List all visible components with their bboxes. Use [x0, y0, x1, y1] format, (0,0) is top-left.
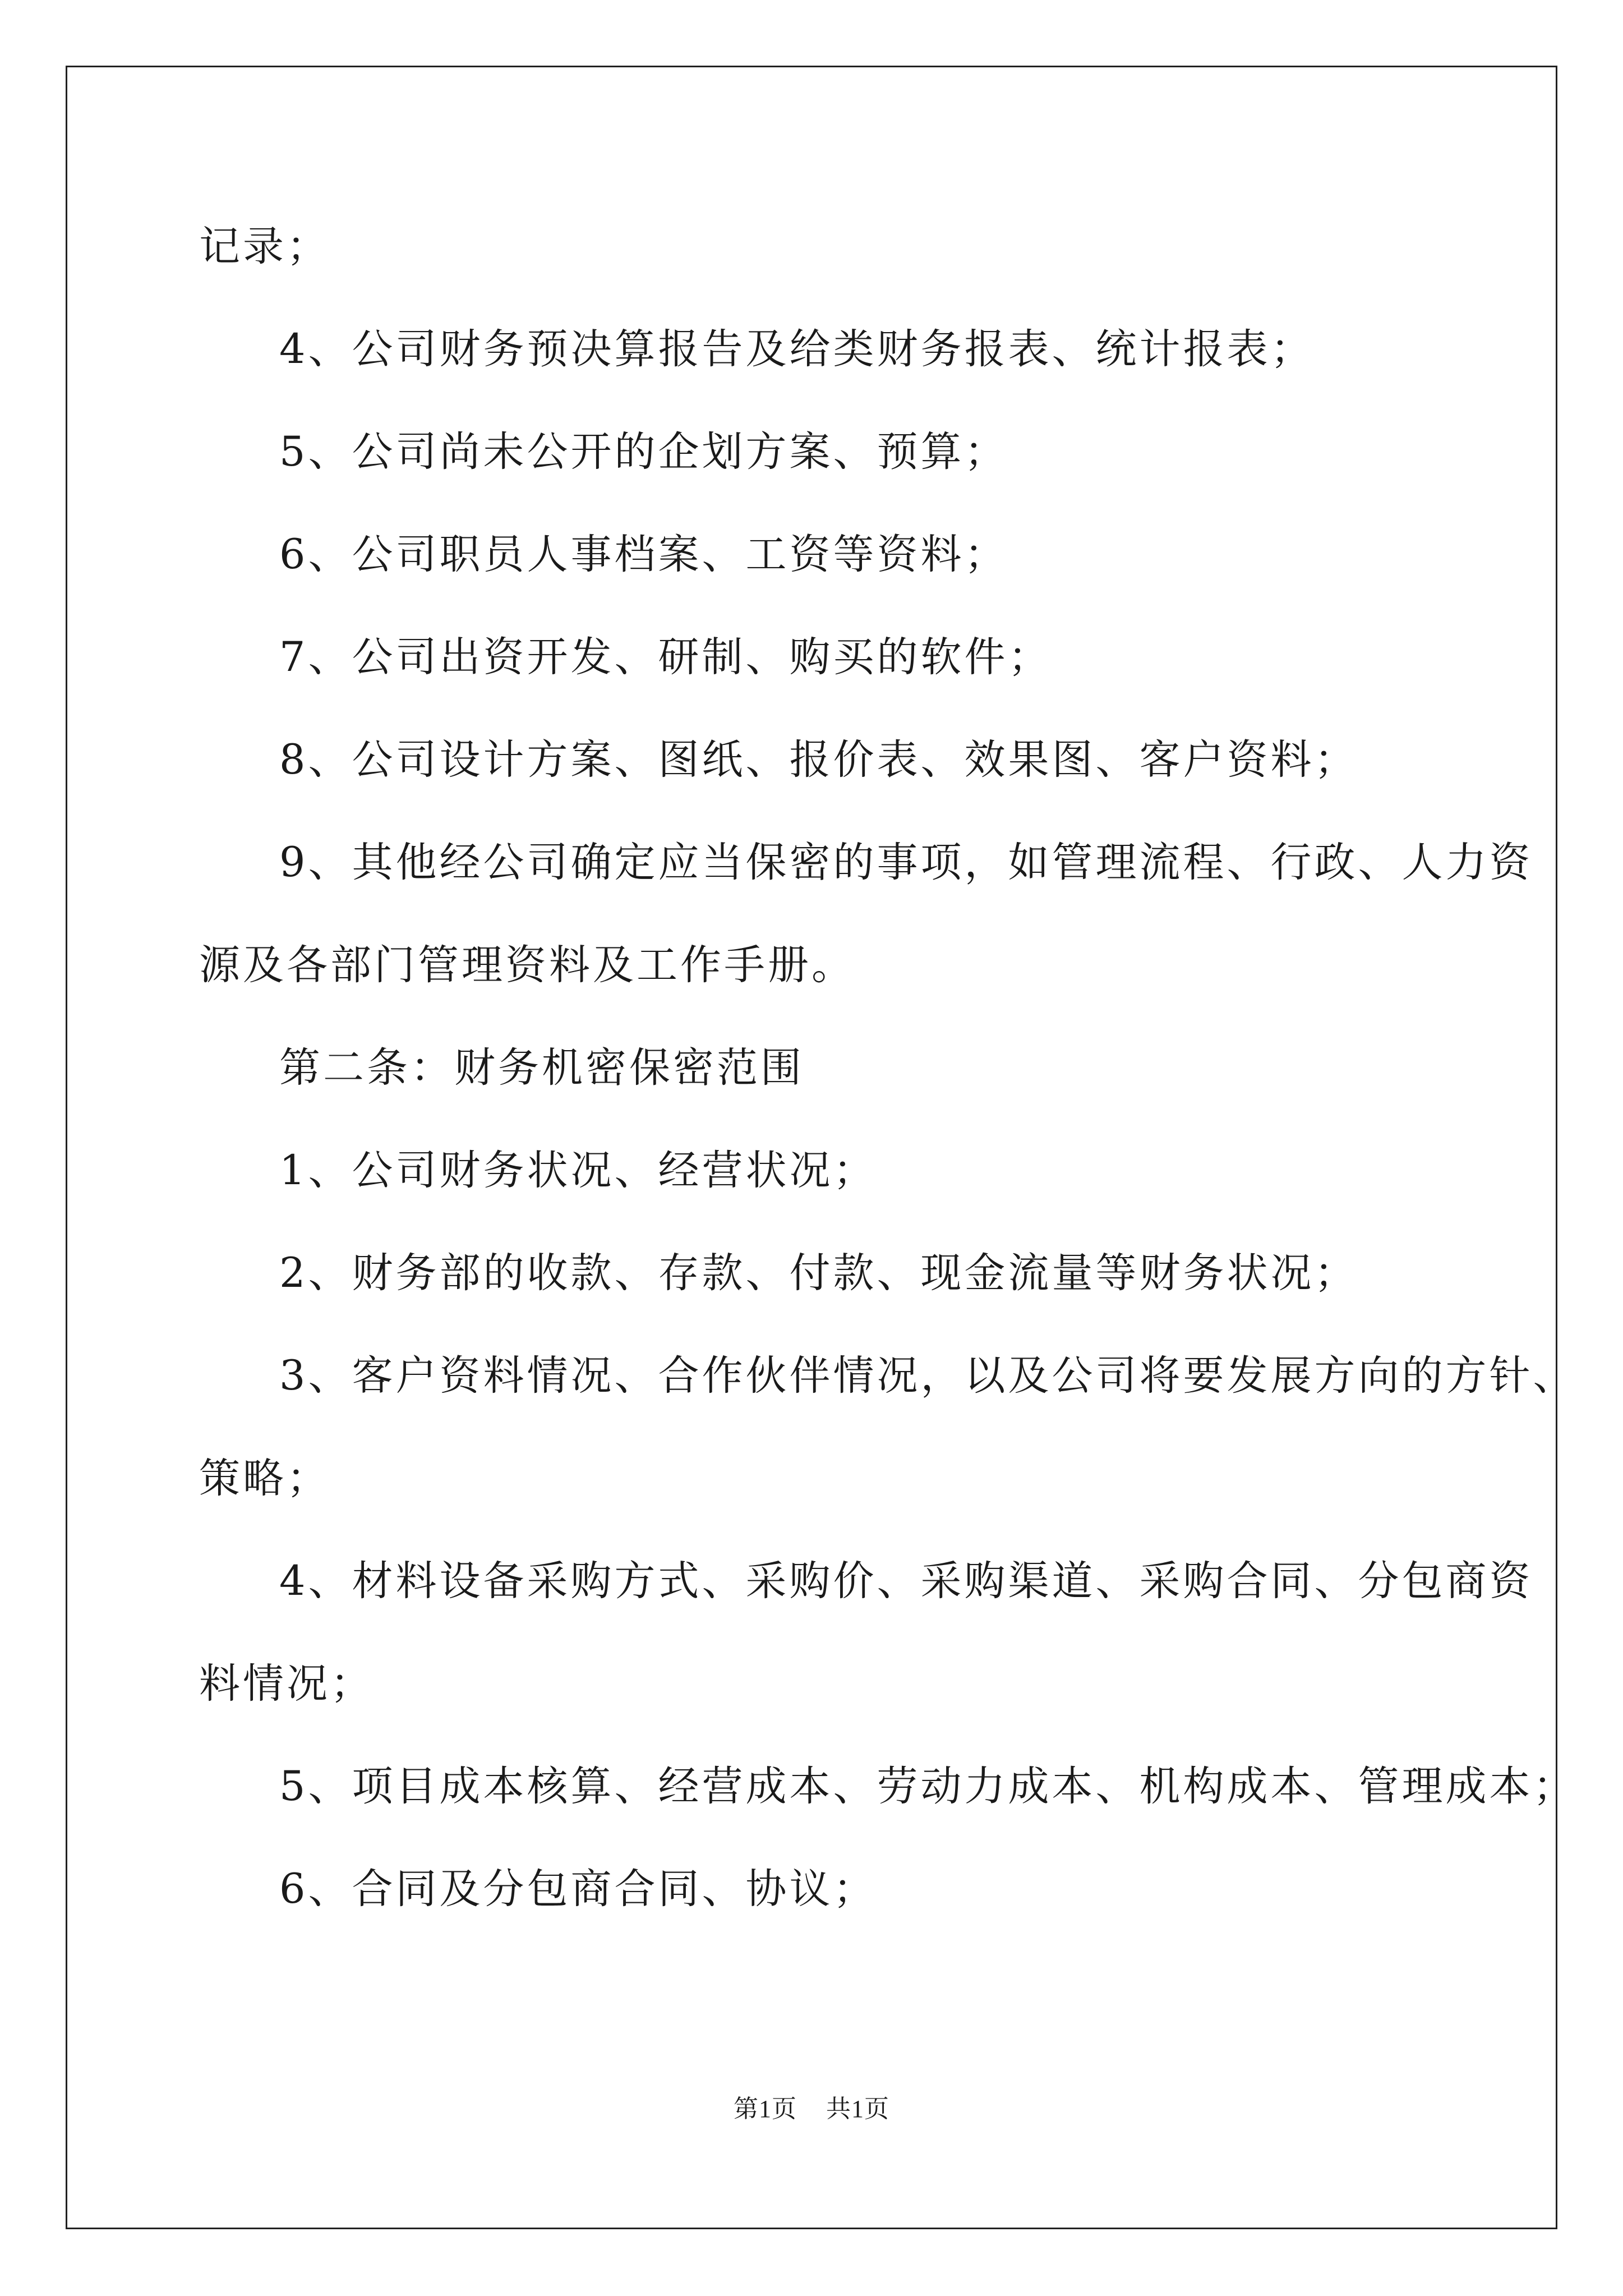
text-line: 记录；: [199, 223, 330, 270]
text-line: 策略；: [199, 1455, 330, 1502]
page-footer: [0, 2092, 1623, 2126]
page-number: 第1页: [734, 2095, 797, 2123]
text-line: 4、公司财务预决算报告及给类财务报表、统计报表；: [279, 325, 1315, 373]
text-line: 3、客户资料情况、合作伙伴情况，以及公司将要发展方向的方针、: [279, 1352, 1577, 1400]
text-line: 4、材料设备采购方式、采购价、采购渠道、采购合同、分包商资: [279, 1557, 1533, 1605]
text-line: 5、公司尚未公开的企划方案、预算；: [279, 428, 1008, 476]
section-heading: 第二条：财务机密保密范围: [279, 1044, 804, 1092]
text-line: 7、公司出资开发、研制、购买的软件；: [279, 633, 1052, 681]
text-line: 源及各部门管理资料及工作手册。: [199, 941, 855, 989]
text-line: 1、公司财务状况、经营状况；: [279, 1147, 877, 1194]
text-line: 6、公司职员人事档案、工资等资料；: [279, 531, 1008, 578]
text-line: 6、合同及分包商合同、协议；: [279, 1865, 877, 1913]
text-line: 5、项目成本核算、经营成本、劳动力成本、机构成本、管理成本；: [279, 1763, 1577, 1810]
page-total: 共1页: [826, 2095, 889, 2123]
text-line: 2、财务部的收款、存款、付款、现金流量等财务状况；: [279, 1249, 1358, 1297]
text-line: 料情况；: [199, 1660, 374, 1708]
text-line: 9、其他经公司确定应当保密的事项，如管理流程、行政、人力资: [279, 839, 1533, 886]
text-line: 8、公司设计方案、图纸、报价表、效果图、客户资料；: [279, 736, 1358, 784]
